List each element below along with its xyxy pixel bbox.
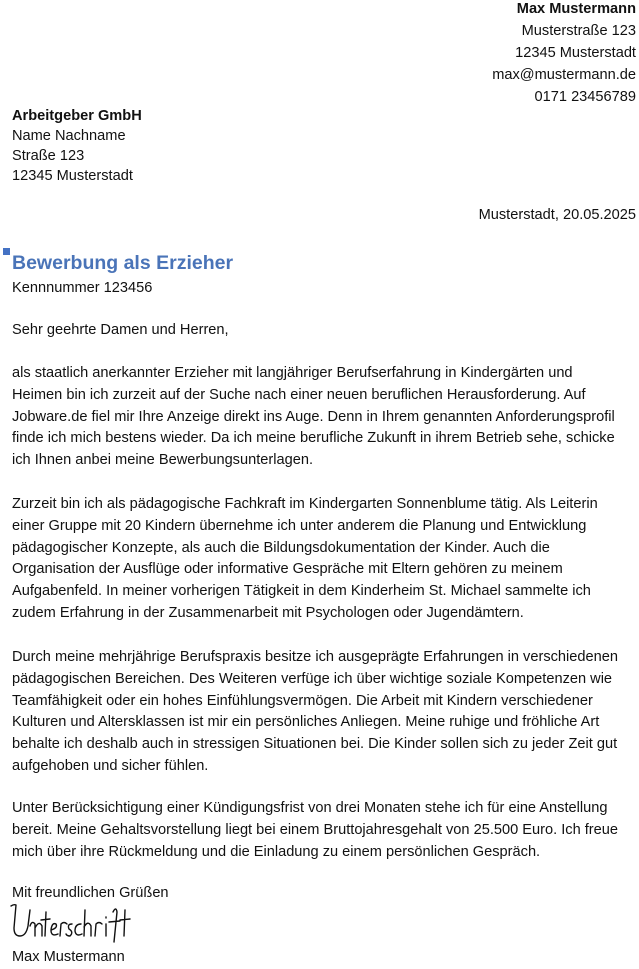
paragraph-line: Unter Berücksichtigung einer Kündigungsfrist von drei Monaten stehe ich für eine Anstellung — [12, 800, 608, 816]
paragraph-intro — [12, 363, 634, 472]
paragraph-line: mich über ihre Rückmeldung und die Einladung zu einem persönlichen Gespräch. — [12, 843, 541, 860]
recipient-address-block — [12, 106, 142, 186]
recipient-street: Straße 123 — [12, 148, 85, 164]
sender-phone: 0171 23456789 — [534, 89, 636, 105]
paragraph-line: Heimen bin ich zurzeit auf der Suche nach einer neuen beruflichen Herausforderung. Auf — [12, 386, 586, 403]
salutation: Sehr geehrte Damen und Herren, — [12, 322, 229, 338]
sender-street: Musterstraße 123 — [521, 23, 636, 39]
sender-city: 12345 Musterstadt — [515, 45, 636, 61]
paragraph-line: aufgehoben und sicher fühlen. — [12, 757, 209, 774]
handwritten-signature — [8, 902, 138, 944]
closing-phrase: Mit freundlichen Grüßen — [12, 885, 169, 901]
date-line: Musterstadt, 20.05.2025 — [478, 207, 636, 223]
paragraph-line: finde ich mich bestens wieder. Da ich meine berufliche Zukunft in ihrem Betrieb sehe, schicke — [12, 430, 615, 447]
heading-marker — [3, 248, 10, 255]
paragraph-line: zudem Erfahrung in der Zusammenarbeit mit Psychologen oder Jugendämtern. — [12, 604, 524, 621]
paragraph-line: Kulturen und Altersklassen ist mir ein persönliches Anliegen. Meine ruhige und fröhliche Art — [12, 714, 600, 731]
paragraph-line: Durch meine mehrjährige Berufspraxis besitze ich ausgeprägte Erfahrungen in verschiedenen — [12, 649, 618, 665]
paragraph-line: pädagogischer Konzepte, als auch die Bildungsdokumentation der Kinder. Auch die — [12, 539, 550, 556]
paragraph-line: bereit. Meine Gehaltsvorstellung liegt bei einem Bruttojahresgehalt von 25.500 Euro. Ich freue — [12, 821, 618, 838]
paragraph-line: Organisation der Ausflüge oder informative Gespräche mit Eltern gehören zu meinem — [12, 561, 563, 578]
recipient-city: 12345 Musterstadt — [12, 168, 133, 184]
paragraph-current-role — [12, 494, 634, 625]
paragraph-line: behalte ich deshalb auch in stressigen Situationen bei. Die Kinder sollen sich zu jeder Zeit gut — [12, 736, 618, 753]
recipient-contact: Name Nachname — [12, 128, 126, 144]
sender-email: max@mustermann.de — [492, 67, 636, 83]
paragraph-line: ich Ihnen anbei meine Bewerbungsunterlagen. — [12, 452, 314, 469]
paragraph-line: Zurzeit bin ich als pädagogische Fachkraft im Kindergarten Sonnenblume tätig. Als Leiterin — [12, 496, 598, 512]
paragraph-line: Aufgabenfeld. In meiner vorherigen Tätigkeit in dem Kinderheim St. Michael sammelte ich — [12, 583, 591, 600]
paragraph-line: Jobware.de fiel mir Ihre Anzeige direkt ins Auge. Denn in Ihrem genannten Anforderungsprofil — [12, 408, 615, 425]
reference-number: Kennnummer 123456 — [12, 280, 153, 296]
paragraph-line: pädagogischen Bereichen. Des Weiteren verfüge ich über wichtige soziale Kompetenzen wie — [12, 670, 613, 687]
sender-name: Max Mustermann — [516, 1, 636, 17]
paragraph-line: Teamfähigkeit oder ein hohes Einfühlungsvermögen. Die Arbeit mit Kindern verschiedener — [12, 692, 593, 709]
paragraph-line: einer Gruppe mit 20 Kindern übernehme ich unter anderem die Planung und Entwicklung — [12, 517, 587, 534]
subject-heading: Bewerbung als Erzieher — [12, 252, 234, 274]
signature-name: Max Mustermann — [12, 949, 125, 965]
paragraph-experience — [12, 647, 634, 778]
paragraph-availability — [12, 798, 634, 863]
paragraph-line: als staatlich anerkannter Erzieher mit langjähriger Berufserfahrung in Kindergärten und — [12, 365, 573, 381]
recipient-company: Arbeitgeber GmbH — [12, 108, 142, 124]
sender-address-block — [492, 0, 636, 108]
